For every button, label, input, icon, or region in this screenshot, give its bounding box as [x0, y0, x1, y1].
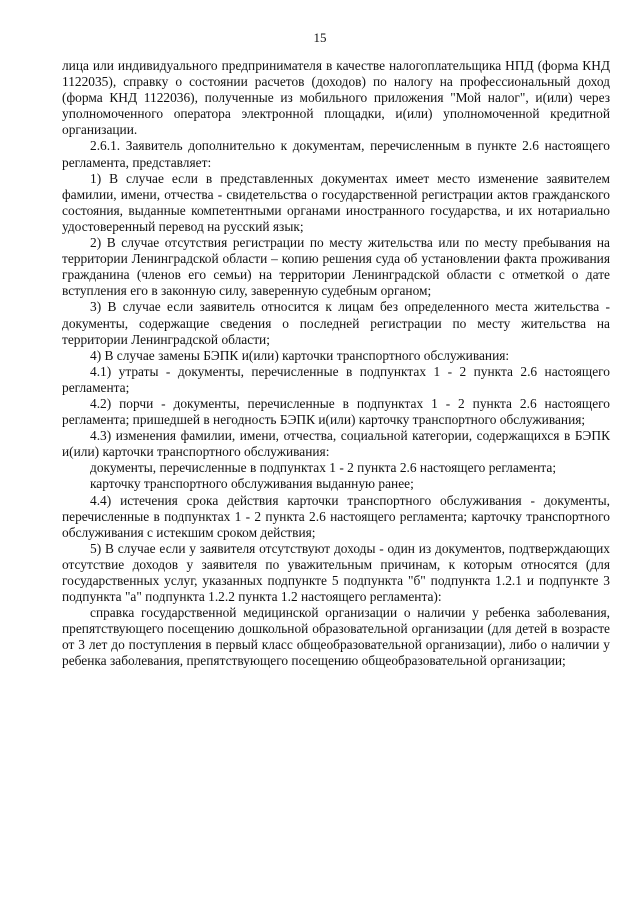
- paragraph-item-4-3-documents: документы, перечисленные в подпунктах 1 - 2 пункта 2.6 настоящего регламента;: [90, 460, 557, 476]
- paragraph-item-5-certificate: справка государственной медицинской организации о наличии у ребенка заболевания, препятствующего посещению дошкольной образовательной организации (для детей в возрасте от 3 лет до поступления в первый класс общеобразовательной организации), либо о наличии у ребенка заболевания, препятствующего посещению общеобразовательной организации;: [62, 605, 610, 669]
- paragraph-continuation: лица или индивидуального предпринимателя в качестве налогоплательщика НПД (форма КНД 1122035), справку о состоянии расчетов (доходов) по налогу на профессиональный доход (форма КНД 1122036), полученные из мобильного приложения "Мой налог", и(или) через уполномоченного оператора электронной площадки, и(или) уполномоченной кредитной организации.: [62, 58, 610, 138]
- paragraph-2-6-1: 2.6.1. Заявитель дополнительно к документам, перечисленным в пункте 2.6 настоящего регламента, представляет:: [62, 138, 610, 170]
- paragraph-item-3: 3) В случае если заявитель относится к лицам без определенного места жительства - документы, содержащие сведения о последней регистрации по месту жительства на территории Ленинградской области;: [62, 299, 610, 347]
- paragraph-item-4-3-card: карточку транспортного обслуживания выданную ранее;: [90, 476, 414, 492]
- paragraph-item-5: 5) В случае если у заявителя отсутствуют доходы - один из документов, подтверждающих отсутствие доходов у заявителя по уважительным причинам, к которым относятся (для государственных услуг, указанных подпункте 5 подпункта "б" подпункта 1.2.1 и подпункте 3 подпункта "а" подпункта 1.2.2 пункта 1.2 настоящего регламента):: [62, 540, 610, 605]
- paragraph-item-4-2: 4.2) порчи - документы, перечисленные в подпунктах 1 - 2 пункта 2.6 настоящего регламента; пришедшей в негодность БЭПК и(или) карточку транспортного обслуживания;: [62, 395, 610, 428]
- paragraph-item-4: 4) В случае замены БЭПК и(или) карточки транспортного обслуживания:: [90, 347, 510, 363]
- paragraph-item-1: 1) В случае если в представленных документах имеет место изменение заявителем фамилии, имени, отчества - свидетельства о государственной регистрации актов гражданского состояния, выданные компетентными органами иностранного государства, и их нотариально удостоверенный перевод на русский язык;: [62, 170, 610, 234]
- paragraph-item-4-4: 4.4) истечения срока действия карточки транспортного обслуживания - документы, перечисленные в подпунктах 1 - 2 пункта 2.6 настоящего регламента; карточку транспортного обслуживания с истекшим сроком действия;: [62, 492, 610, 540]
- paragraph-item-2: 2) В случае отсутствия регистрации по месту жительства или по месту пребывания на территории Ленинградской области – копию решения суда об установлении факта проживания гражданина (членов его семьи) на территории Ленинградской области с отметкой о дате вступления его в законную силу, заверенную судебным органом;: [62, 235, 610, 299]
- page-number: 15: [313, 30, 327, 45]
- document-body: [62, 58, 610, 670]
- paragraph-item-4-1: 4.1) утраты - документы, перечисленные в подпунктах 1 - 2 пункта 2.6 настоящего регламента;: [62, 363, 610, 395]
- paragraph-item-4-3: 4.3) изменения фамилии, имени, отчества, социальной категории, содержащихся в БЭПК и(или) карточки транспортного обслуживания:: [62, 428, 610, 460]
